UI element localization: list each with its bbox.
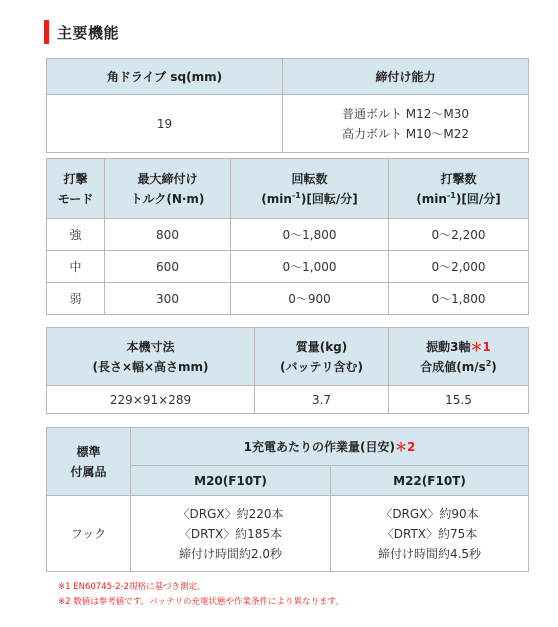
mode-header-line2: モード xyxy=(57,191,94,206)
table-row xyxy=(47,219,529,251)
dimensions-header-line1: 本機寸法 xyxy=(126,339,175,354)
mass-header-line2: (バッテリ含む) xyxy=(280,359,363,374)
torque-cell: 600 xyxy=(105,251,231,283)
dimensions-header xyxy=(47,328,255,386)
capacity-line-2: 高力ボルト M10～M22 xyxy=(341,126,470,141)
capacity-header: 締付け能力 xyxy=(283,59,529,95)
vibration-header-line1: 振動3軸＊1 xyxy=(426,339,491,354)
table-row xyxy=(47,251,529,283)
m22-line-1: 〈DRGX〉約90本 xyxy=(380,506,479,521)
dimensions-table xyxy=(46,327,529,414)
rpm-header-line2: $(\min^{-1})$[回転/分] xyxy=(261,190,358,206)
m22-line-2: 〈DRTX〉約75本 xyxy=(381,526,478,541)
vibration-value: 15.5 xyxy=(389,386,529,414)
m22-header: M22(F10T) xyxy=(331,466,529,496)
work-amount-header: 1充電あたりの作業量(目安)＊2 xyxy=(131,428,529,466)
m20-value xyxy=(131,496,331,572)
table-row xyxy=(47,283,529,315)
mode-cell: 弱 xyxy=(47,283,105,315)
torque-cell: 800 xyxy=(105,219,231,251)
m22-value xyxy=(331,496,529,572)
accessory-header xyxy=(47,428,131,496)
mode-header xyxy=(47,159,105,219)
mass-value: 3.7 xyxy=(255,386,389,414)
mode-cell: 中 xyxy=(47,251,105,283)
m20-header: M20(F10T) xyxy=(131,466,331,496)
footnote-2: ※2 数値は参考値です。バッテリの充電状態や作業条件により異なります。 xyxy=(58,597,344,607)
capacity-line-1: 普通ボルト M12～M30 xyxy=(341,106,470,121)
torque-header-line1: 最大締付け xyxy=(137,171,198,186)
drive-size-value: 19 xyxy=(47,95,283,153)
mass-header xyxy=(255,328,389,386)
accessory-header-line1: 標準 xyxy=(76,444,101,459)
torque-header xyxy=(105,159,231,219)
footnote-mark-2: ＊2 xyxy=(394,439,416,454)
heading-accent-bar xyxy=(44,20,49,44)
ipm-cell: 0～2,200 xyxy=(389,219,529,251)
footnotes xyxy=(58,580,344,610)
mass-header-line1: 質量(kg) xyxy=(295,339,348,354)
mode-cell: 強 xyxy=(47,219,105,251)
ipm-header xyxy=(389,159,529,219)
rpm-header xyxy=(231,159,389,219)
rpm-cell: 0～1,000 xyxy=(231,251,389,283)
torque-header-line2: トルク(N·m) xyxy=(130,191,205,206)
dimensions-header-line2: (長さ×幅×高さmm) xyxy=(92,359,209,374)
rpm-cell: 0～1,800 xyxy=(231,219,389,251)
section-title: 主要機能 xyxy=(57,23,120,42)
accessory-header-line2: 付属品 xyxy=(70,464,107,479)
rpm-header-line1: 回転数 xyxy=(291,171,328,186)
mode-header-line1: 打撃 xyxy=(63,171,88,186)
ipm-cell: 0～2,000 xyxy=(389,251,529,283)
m20-line-2: 〈DRTX〉約185本 xyxy=(178,526,283,541)
torque-cell: 300 xyxy=(105,283,231,315)
rpm-cell: 0～900 xyxy=(231,283,389,315)
footnote-1: ※1 EN60745-2-2規格に基づき測定。 xyxy=(58,582,206,592)
ipm-header-line2: $(\min^{-1})$[回/分] xyxy=(416,190,501,206)
footnote-mark-1: ＊1 xyxy=(470,339,491,354)
ipm-cell: 0～1,800 xyxy=(389,283,529,315)
ipm-header-line1: 打撃数 xyxy=(440,171,477,186)
section-heading xyxy=(44,20,119,44)
capacity-value xyxy=(283,95,529,153)
dimensions-value: 229×91×289 xyxy=(47,386,255,414)
impact-mode-table xyxy=(46,158,529,315)
accessory-value: フック xyxy=(47,496,131,572)
drive-capacity-table xyxy=(46,58,529,153)
accessory-work-table xyxy=(46,427,529,572)
m20-line-3: 締付け時間約2.0秒 xyxy=(178,546,283,561)
vibration-header-line2: 合成値$(m/s^2)$ xyxy=(420,358,497,374)
m22-line-3: 締付け時間約4.5秒 xyxy=(377,546,482,561)
vibration-header xyxy=(389,328,529,386)
drive-size-header: 角ドライブ sq(mm) xyxy=(47,59,283,95)
m20-line-1: 〈DRGX〉約220本 xyxy=(177,506,284,521)
